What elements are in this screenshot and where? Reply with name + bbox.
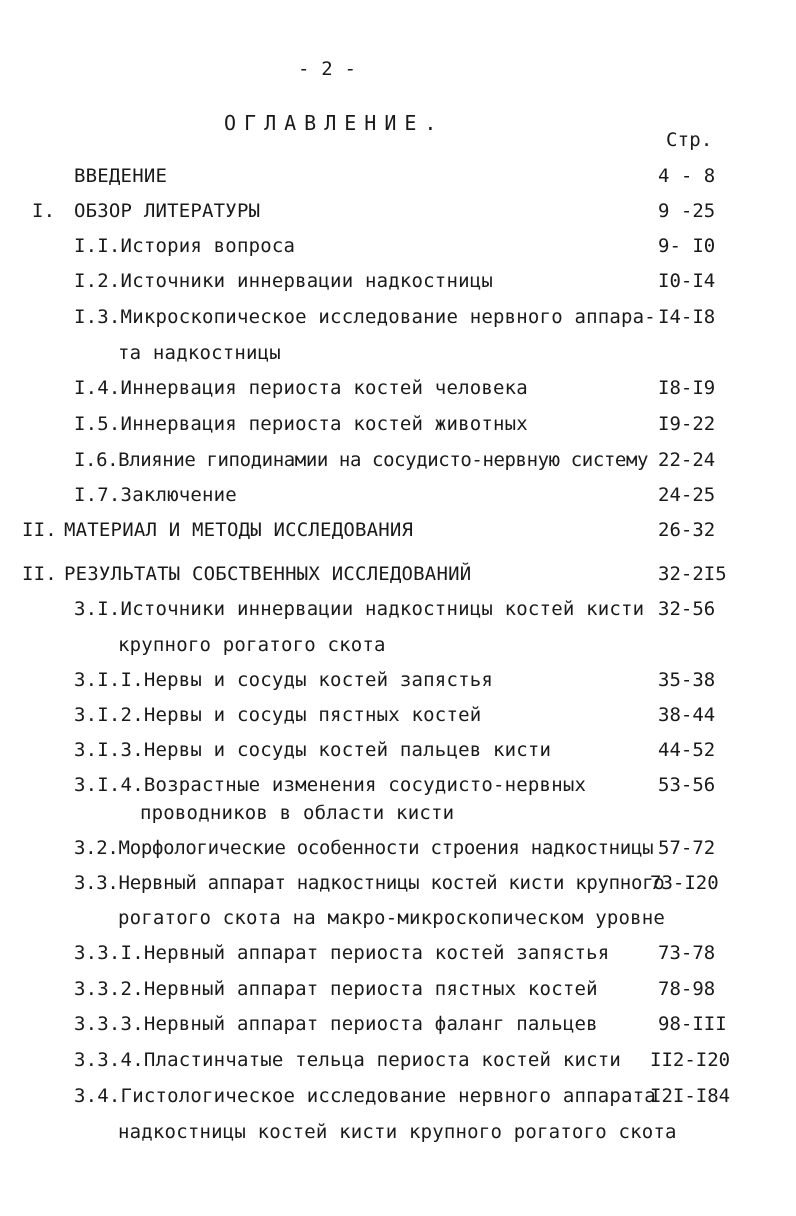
toc-entry-text-continued: надкостницы костей кисти крупного рогатого скота — [118, 1121, 677, 1143]
toc-entry-pages: 4 - 8 — [658, 165, 716, 187]
toc-entry-text: 3.I.I.Нервы и сосуды костей запястья — [74, 669, 494, 691]
toc-entry-text: 3.3.I.Нервный аппарат периоста костей запястья — [74, 942, 610, 964]
toc-entry-text: 3.3.2.Нервный аппарат периоста пястных костей — [74, 978, 598, 1000]
toc-entry-text: ВВЕДЕНИЕ — [74, 165, 168, 187]
toc-entry-pages: 9 -25 — [658, 200, 716, 222]
toc-entry-text-continued: проводников в области кисти — [140, 802, 455, 824]
toc-entry-text-continued: та надкостницы — [118, 342, 281, 364]
toc-entry-text: I.7.Заключение — [74, 484, 237, 506]
toc-entry-number: I. — [32, 200, 56, 222]
toc-entry-text: I.I.История вопроса — [74, 235, 296, 257]
toc-entry-text: 3.3.3.Нервный аппарат периоста фаланг пальцев — [74, 1013, 598, 1035]
toc-entry-pages: II2-I20 — [650, 1049, 731, 1071]
toc-entry-text: МАТЕРИАЛ И МЕТОДЫ ИССЛЕДОВАНИЯ — [64, 519, 414, 541]
pages-column-label: Стр. — [666, 129, 713, 151]
toc-entry-pages: 73-78 — [658, 942, 716, 964]
toc-entry-pages: 9- I0 — [658, 235, 716, 257]
toc-entry-pages: 24-25 — [658, 484, 716, 506]
toc-entry-text: РЕЗУЛЬТАТЫ СОБСТВЕННЫХ ИССЛЕДОВАНИЙ — [64, 563, 472, 585]
toc-entry-text: 3.3.4.Пластинчатые тельца периоста костей кисти — [74, 1049, 622, 1071]
toc-entry-pages: I9-22 — [658, 413, 716, 435]
toc-entry-pages: 78-98 — [658, 978, 716, 1000]
toc-entry-pages: 57-72 — [658, 837, 716, 859]
toc-entry-pages: 53-56 — [658, 774, 716, 796]
page-number: - 2 - — [298, 58, 357, 80]
toc-entry-text: 3.I.2.Нервы и сосуды пястных костей — [74, 704, 482, 726]
toc-entry-pages: 32-2I5 — [658, 563, 727, 585]
toc-entry-text: 3.2.Морфологические особенности строения надкостницы — [74, 837, 654, 859]
toc-entry-text: 3.I.Источники иннервации надкостницы костей кисти — [74, 598, 645, 620]
toc-entry-pages: 26-32 — [658, 519, 716, 541]
toc-entry-pages: I0-I4 — [658, 270, 716, 292]
toc-entry-text: I.2.Источники иннервации надкостницы — [74, 270, 494, 292]
toc-entry-text: 3.I.3.Нервы и сосуды костей пальцев кисти — [74, 739, 552, 761]
toc-entry-pages: I2I-I84 — [650, 1085, 731, 1107]
toc-entry-text-continued: рогатого скота на макро-микроскопическом уровне — [118, 907, 666, 929]
toc-entry-pages: 98-III — [658, 1013, 727, 1035]
toc-entry-text-continued: крупного рогатого скота — [118, 634, 386, 656]
toc-entry-number: II. — [22, 519, 57, 541]
toc-entry-text: 3.I.4.Возрастные изменения сосудисто-нервных — [74, 774, 587, 796]
toc-entry-pages: I4-I8 — [658, 306, 716, 328]
toc-entry-text: I.5.Иннервация периоста костей животных — [74, 413, 528, 435]
toc-entry-text: I.4.Иннервация периоста костей человека — [74, 377, 528, 399]
toc-entry-text: I.3.Микроскопическое исследование нервного аппара- — [74, 306, 656, 328]
toc-entry-pages: 73-I20 — [650, 872, 719, 894]
toc-entry-text: 3.4.Гистологическое исследование нервного аппарата — [74, 1085, 656, 1107]
toc-entry-number: II. — [22, 563, 57, 585]
toc-entry-pages: 32-56 — [658, 598, 716, 620]
toc-entry-pages: 44-52 — [658, 739, 716, 761]
toc-entry-text: I.6.Влияние гиподинамии на сосудисто-нервную систему — [74, 449, 649, 471]
toc-heading: ОГЛАВЛЕНИЕ. — [224, 111, 445, 135]
toc-entry-pages: 38-44 — [658, 704, 716, 726]
toc-entry-pages: 22-24 — [658, 449, 716, 471]
toc-entry-pages: I8-I9 — [658, 377, 716, 399]
toc-entry-text: 3.3.Нервный аппарат надкостницы костей кисти крупного — [74, 872, 665, 894]
toc-entry-text: ОБЗОР ЛИТЕРАТУРЫ — [74, 200, 261, 222]
toc-entry-pages: 35-38 — [658, 669, 716, 691]
